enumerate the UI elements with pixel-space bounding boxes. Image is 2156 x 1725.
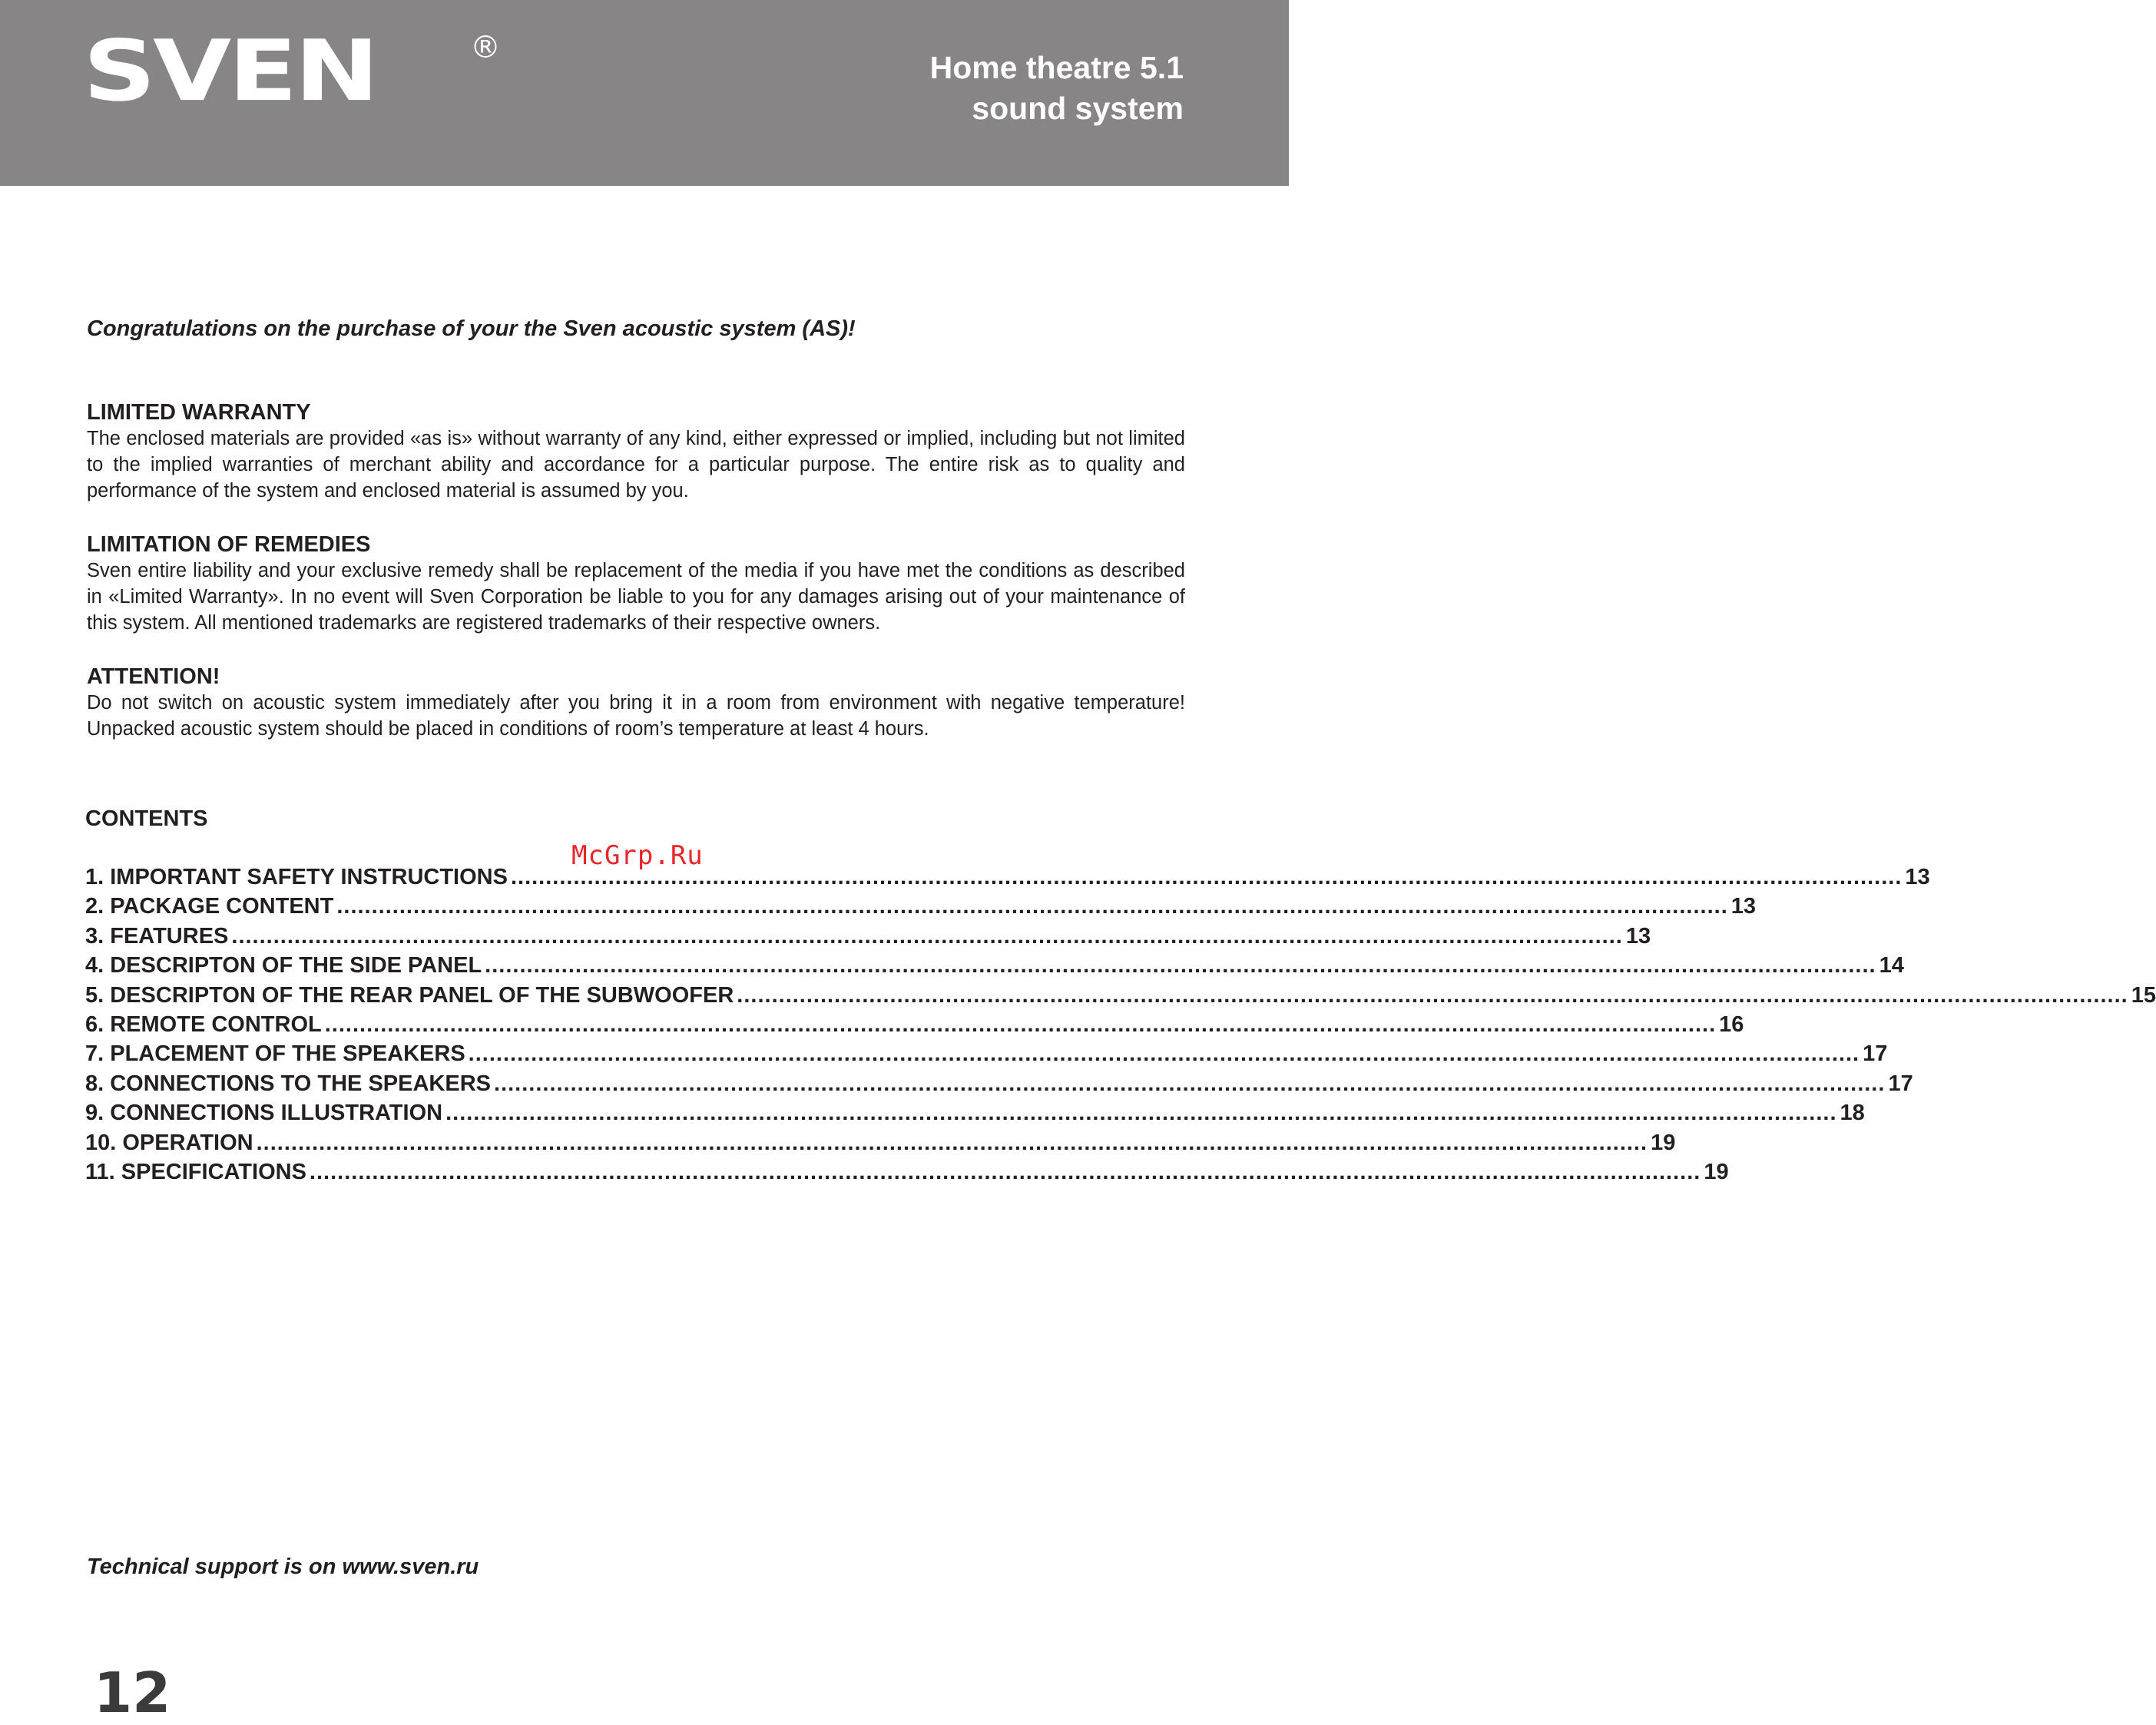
product-title-line1: Home theatre 5.1 bbox=[929, 50, 1184, 85]
toc-item[interactable] bbox=[85, 982, 2156, 1012]
toc-item[interactable] bbox=[85, 1011, 1744, 1041]
toc-leader-dots: ........................................................................................................................................................................................................ bbox=[737, 982, 2128, 1008]
toc-item-label: 7. PLACEMENT OF THE SPEAKERS bbox=[85, 1041, 465, 1067]
section-title: LIMITED WARRANTY bbox=[87, 400, 311, 425]
toc-item[interactable] bbox=[85, 1130, 1676, 1160]
toc-item-label: 6. REMOTE CONTROL bbox=[85, 1011, 322, 1037]
section-title: LIMITATION OF REMEDIES bbox=[87, 532, 371, 557]
toc-item-label: 2. PACKAGE CONTENT bbox=[85, 894, 334, 919]
toc-item-label: 3. FEATURES bbox=[85, 923, 229, 949]
toc-item[interactable] bbox=[85, 1159, 1729, 1189]
toc-item-page: 13 bbox=[1625, 923, 1651, 949]
watermark: McGrp.Ru bbox=[571, 840, 704, 871]
toc-item-label: 8. CONNECTIONS TO THE SPEAKERS bbox=[85, 1071, 491, 1096]
toc-item[interactable] bbox=[85, 953, 1904, 982]
section-body: Sven entire liability and your exclusive remedy shall be replacement of the media if you have met the conditions as described in «Limited Warranty». In no event will Sven Corporation be liable to you for any damages arising out of your maintenance of this system. All mentioned trademarks are registered trademarks of their respective owners. bbox=[87, 560, 1185, 634]
section-title: ATTENTION! bbox=[87, 664, 220, 689]
toc-leader-dots: ........................................................................................................................................................................................................ bbox=[336, 894, 1728, 919]
toc-item-page: 15 bbox=[2131, 982, 2156, 1008]
product-title bbox=[723, 48, 1184, 129]
section-body: Do not switch on acoustic system immediately after you bring it in a room from environment with negative temperature! Unpacked acoustic system should be placed in conditions of room’s temperature at least 4 hours. bbox=[87, 692, 1185, 740]
toc-leader-dots: ........................................................................................................................................................................................................ bbox=[468, 1041, 1860, 1067]
toc-item-label: 9. CONNECTIONS ILLUSTRATION bbox=[85, 1101, 443, 1126]
contents-title: CONTENTS bbox=[85, 806, 208, 831]
toc-item[interactable] bbox=[85, 865, 1930, 894]
toc-item-label: 11. SPECIFICATIONS bbox=[85, 1159, 306, 1184]
toc-item[interactable] bbox=[85, 894, 1757, 923]
toc-leader-dots: ........................................................................................................................................................................................................ bbox=[494, 1071, 1886, 1096]
toc-item-page: 16 bbox=[1719, 1011, 1744, 1037]
table-of-contents bbox=[85, 865, 2156, 1189]
toc-leader-dots: ........................................................................................................................................................................................................ bbox=[309, 1159, 1701, 1184]
toc-item[interactable] bbox=[85, 1041, 1888, 1071]
toc-item[interactable] bbox=[85, 1101, 1865, 1130]
toc-item[interactable] bbox=[85, 923, 1651, 953]
congratulations-text: Congratulations on the purchase of your the Sven acoustic system (AS)! bbox=[87, 316, 856, 341]
registered-mark: ® bbox=[470, 30, 501, 65]
toc-item-label: 1. IMPORTANT SAFETY INSTRUCTIONS bbox=[85, 865, 508, 889]
sven-logo: SVEN bbox=[83, 22, 376, 121]
toc-item-page: 19 bbox=[1651, 1130, 1676, 1155]
product-title-line2: sound system bbox=[972, 91, 1184, 126]
limited-warranty-section bbox=[87, 399, 1185, 504]
toc-item-label: 5. DESCRIPTON OF THE REAR PANEL OF THE SUBWOOFER bbox=[85, 982, 734, 1008]
toc-item-page: 17 bbox=[1888, 1071, 1913, 1096]
toc-item-label: 4. DESCRIPTON OF THE SIDE PANEL bbox=[85, 953, 482, 978]
toc-leader-dots: ........................................................................................................................................................................................................ bbox=[231, 923, 1623, 949]
limitation-of-remedies-section bbox=[87, 531, 1185, 636]
section-body: The enclosed materials are provided «as is» without warranty of any kind, either expressed or implied, including but not limited to the implied warranties of merchant ability and accordance for a particular purpose. The entire risk as to quality and performance of the system and enclosed material is assumed by you. bbox=[87, 428, 1185, 502]
toc-leader-dots: ........................................................................................................................................................................................................ bbox=[256, 1130, 1648, 1155]
toc-item-label: 10. OPERATION bbox=[85, 1130, 253, 1155]
toc-leader-dots: ........................................................................................................................................................................................................ bbox=[445, 1101, 1837, 1126]
toc-leader-dots: ........................................................................................................................................................................................................ bbox=[510, 865, 1903, 889]
technical-support-text: Technical support is on www.sven.ru bbox=[87, 1554, 479, 1579]
toc-item-page: 19 bbox=[1704, 1159, 1729, 1184]
toc-item-page: 14 bbox=[1879, 953, 1904, 978]
toc-item-page: 17 bbox=[1863, 1041, 1888, 1067]
toc-item[interactable] bbox=[85, 1071, 1913, 1101]
toc-leader-dots: ........................................................................................................................................................................................................ bbox=[485, 953, 1876, 978]
header-banner bbox=[0, 0, 1289, 186]
attention-section bbox=[87, 664, 1185, 742]
toc-item-page: 13 bbox=[1905, 865, 1930, 889]
page-number: 12 bbox=[94, 1660, 171, 1725]
toc-item-page: 13 bbox=[1730, 894, 1757, 919]
toc-leader-dots: ........................................................................................................................................................................................................ bbox=[324, 1011, 1717, 1037]
toc-item-page: 18 bbox=[1840, 1101, 1865, 1126]
